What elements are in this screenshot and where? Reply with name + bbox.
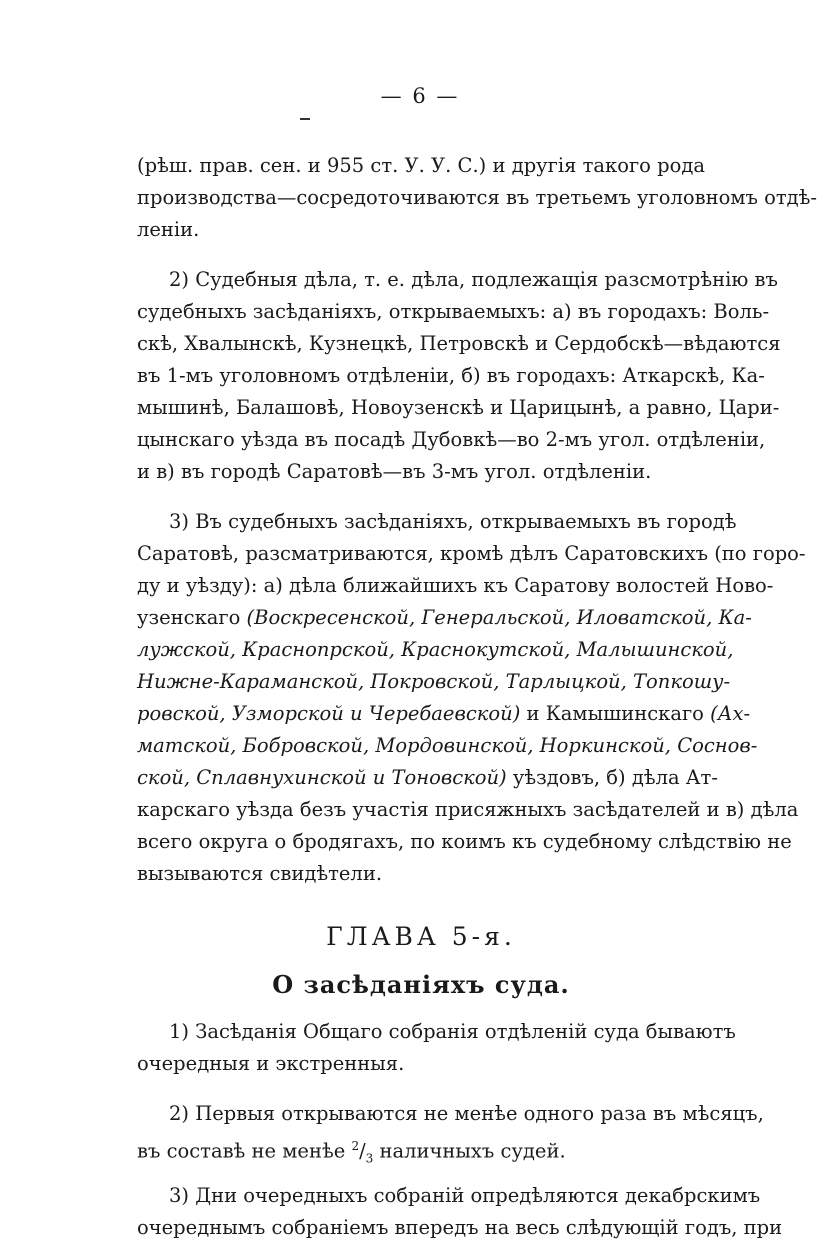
page-number: — 6 — — [380, 84, 460, 108]
text-line: мышинѣ, Балашовѣ, Новоузенскѣ и Царицынѣ, а равно, Цари- — [137, 396, 780, 419]
print-speck — [300, 118, 310, 120]
text-line — [137, 698, 751, 730]
text-span: уѣздовъ, б) дѣла Ат- — [506, 766, 718, 789]
paragraph-2 — [137, 506, 806, 890]
italic-span: (Воскресенской, Генеральской, Иловатской, Ка- — [246, 606, 752, 629]
fraction-denominator: 3 — [365, 1151, 374, 1166]
italic-span: ровской, Узморской и Черебаевской) — [137, 702, 521, 725]
text-line: 2) Судебныя дѣла, т. е. дѣла, подлежащія разсмотрѣнію въ — [169, 268, 778, 291]
text-span: наличныхъ судей. — [373, 1139, 566, 1163]
italic-span: (Ах- — [710, 702, 751, 725]
text-line: очереднымъ собраніемъ впередъ на весь слѣдующій годъ, при — [137, 1216, 783, 1239]
text-line: Саратовѣ, разсматриваются, кромѣ дѣлъ Саратовскихъ (по горо- — [137, 542, 806, 565]
text-line: въ 1-мъ уголовномъ отдѣленіи, б) въ городахъ: Аткарскѣ, Ка- — [137, 364, 765, 387]
text-line: леніи. — [137, 218, 200, 241]
text-line: матской, Бобровской, Мордовинской, Норкинской, Соснов- — [137, 734, 758, 757]
text-line: 2) Первыя открываются не менѣе одного раза въ мѣсяцъ, — [169, 1102, 764, 1125]
chapter-heading: ГЛАВА 5-я. — [326, 922, 516, 951]
text-line: скѣ, Хвалынскѣ, Кузнецкѣ, Петровскѣ и Сердобскѣ—вѣдаются — [137, 332, 781, 355]
paragraph-3 — [137, 1016, 736, 1080]
text-line: всего округа о бродягахъ, по коимъ къ судебному слѣдствію не — [137, 830, 792, 853]
text-line: производства—сосредоточиваются въ третьемъ уголовномъ отдѣ- — [137, 186, 817, 209]
text-line: лужской, Краснопрской, Краснокутской, Малышинской, — [137, 638, 734, 661]
text-line: карскаго уѣзда безъ участія присяжныхъ засѣдателей и в) дѣла — [137, 798, 799, 821]
text-span: въ составѣ не менѣе — [137, 1139, 352, 1163]
paragraph-5 — [137, 1180, 783, 1244]
text-line — [137, 762, 718, 794]
text-line: вызываются свидѣтели. — [137, 862, 383, 885]
text-line: (рѣш. прав. сен. и 955 ст. У. У. С.) и другія такого рода — [137, 154, 705, 177]
text-line: цынскаго уѣзда въ посадѣ Дубовкѣ—во 2-мъ угол. отдѣленіи, — [137, 428, 766, 451]
text-line: 3) Въ судебныхъ засѣданіяхъ, открываемыхъ въ городѣ — [169, 510, 737, 533]
chapter-title: О засѣданіяхъ суда. — [272, 970, 570, 999]
paragraph-1 — [137, 264, 781, 488]
text-line: судебныхъ засѣданіяхъ, открываемыхъ: а) въ городахъ: Воль- — [137, 300, 770, 323]
text-line: и в) въ городѣ Саратовѣ—въ 3-мъ угол. отдѣленіи. — [137, 460, 652, 483]
paragraph-4 — [137, 1098, 764, 1166]
text-line: Нижне-Караманской, Покровской, Тарлыцкой, Топкошу- — [137, 670, 731, 693]
paragraph-0 — [137, 150, 817, 246]
text-line: 3) Дни очередныхъ собраній опредѣляются декабрскимъ — [169, 1184, 761, 1207]
text-line: въ составѣ не менѣе $^2/_3$ наличныхъ судей. — [137, 1139, 566, 1166]
text-line: 1) Засѣданія Общаго собранія отдѣленій суда бываютъ — [169, 1020, 736, 1043]
text-line — [137, 602, 752, 634]
italic-span: ской, Сплавнухинской и Тоновской) — [137, 766, 507, 789]
document-body — [137, 150, 817, 1244]
text-line: ду и уѣзду): а) дѣла ближайшихъ къ Саратову волостей Ново- — [137, 574, 774, 597]
text-span: и Камышинскаго — [520, 702, 711, 725]
text-span: узенскаго — [137, 606, 247, 629]
text-line: очередныя и экстренныя. — [137, 1052, 405, 1075]
fraction-numerator: 2 — [351, 1139, 360, 1153]
